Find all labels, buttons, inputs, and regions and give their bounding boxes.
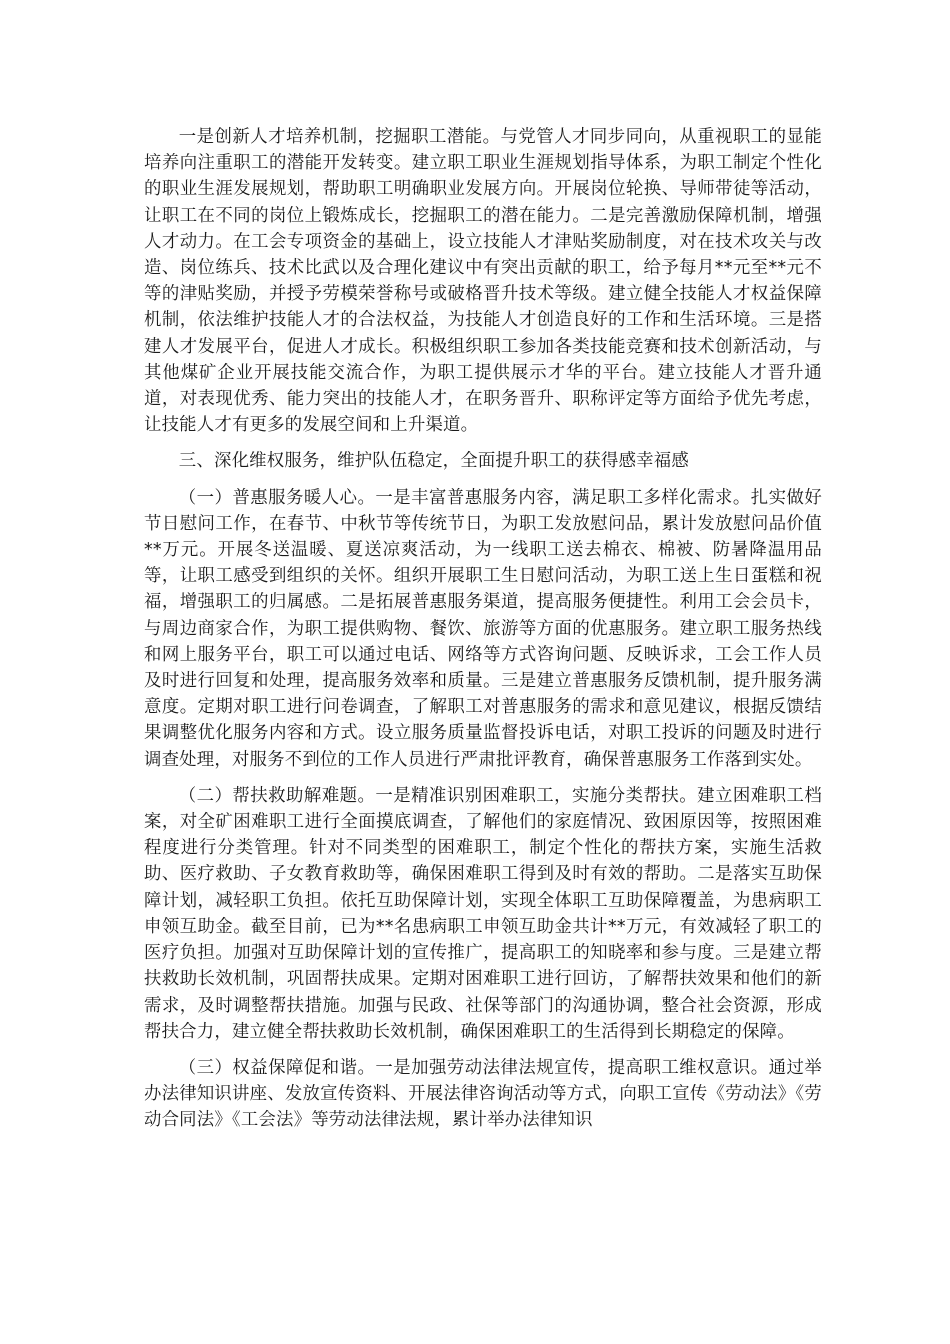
paragraph-assistance-relief: （二）帮扶救助解难题。一是精准识别困难职工，实施分类帮扶。建立困难职工档案，对全矿困难职工进行全面摸底调查，了解他们的家庭情况、致困原因等，按照困难程度进行分类管理。针对不同类型的困难职工，制定个性化的帮扶方案，实施生活救助、医疗救助、子女教育救助等，确保困难职工得到及时有效的帮助。二是落实互助保障计划，减轻职工负担。依托互助保障计划，实现全体职工互助保障覆盖，为患病职工申领互助金。截至目前，已为**名患病职工申领互助金共计**万元，有效减轻了职工的医疗负担。加强对互助保障计划的宣传推广，提高职工的知晓率和参与度。三是建立帮扶救助长效机制，巩固帮扶成果。定期对困难职工进行回访，了解帮扶效果和他们的新需求，及时调整帮扶措施。加强与民政、社保等部门的沟通协调，整合社会资源，形成帮扶合力，建立健全帮扶救助长效机制，确保困难职工的生活得到长期稳定的保障。: [144, 785, 822, 1042]
paragraph-inclusive-service: （一）普惠服务暖人心。一是丰富普惠服务内容，满足职工多样化需求。扎实做好节日慰问工作，在春节、中秋节等传统节日，为职工发放慰问品，累计发放慰问品价值**万元。开展冬送温暖、夏送凉爽活动，为一线职工送去棉衣、棉被、防暑降温用品等，让职工感受到组织的关怀。组织开展职工生日慰问活动，为职工送上生日蛋糕和祝福，增强职工的归属感。二是拓展普惠服务渠道，提高服务便捷性。利用工会会员卡，与周边商家合作，为职工提供购物、餐饮、旅游等方面的优惠服务。建立职工服务热线和网上服务平台，职工可以通过电话、网络等方式咨询问题、反映诉求，工会工作人员及时进行回复和处理，提高服务效率和质量。三是建立普惠服务反馈机制，提升服务满意度。定期对职工进行问卷调查，了解职工对普惠服务的需求和意见建议，根据反馈结果调整优化服务内容和方式。设立服务质量监督投诉电话，对职工投诉的问题及时进行调查处理，对服务不到位的工作人员进行严肃批评教育，确保普惠服务工作落到实处。: [144, 487, 822, 770]
section-heading-rights-service: 三、深化维权服务，维护队伍稳定，全面提升职工的获得感幸福感: [178, 451, 689, 472]
document-page: [144, 124, 822, 1134]
paragraph-talent-mechanism: 一是创新人才培养机制，挖掘职工潜能。与党管人才同步同向，从重视职工的显能培养向注重职工的潜能开发转变。建立职工职业生涯规划指导体系，为职工制定个性化的职业生涯发展规划，帮助职工明确职业发展方向。开展岗位轮换、导师带徒等活动，让职工在不同的岗位上锻炼成长，挖掘职工的潜在能力。二是完善激励保障机制，增强人才动力。在工会专项资金的基础上，设立技能人才津贴奖励制度，对在技术攻关与改造、岗位练兵、技术比武以及合理化建议中有突出贡献的职工，给予每月**元至**元不等的津贴奖励，并授予劳模荣誉称号或破格晋升技术等级。建立健全技能人才权益保障机制，依法维护技能人才的合法权益，为技能人才创造良好的工作和生活环境。三是搭建人才发展平台，促进人才成长。积极组织职工参加各类技能竞赛和技术创新活动，与其他煤矿企业开展技能交流合作，为职工提供展示才华的平台。建立技能人才晋升通道，对表现优秀、能力突出的技能人才，在职务晋升、职称评定等方面给予优先考虑，让技能人才有更多的发展空间和上升渠道。: [144, 127, 822, 436]
paragraph-rights-protection: （三）权益保障促和谐。一是加强劳动法律法规宣传，提高职工维权意识。通过举办法律知识讲座、发放宣传资料、开展法律咨询活动等方式，向职工宣传《劳动法》《劳动合同法》《工会法》等劳动法律法规，累计举办法律知识: [144, 1057, 822, 1131]
